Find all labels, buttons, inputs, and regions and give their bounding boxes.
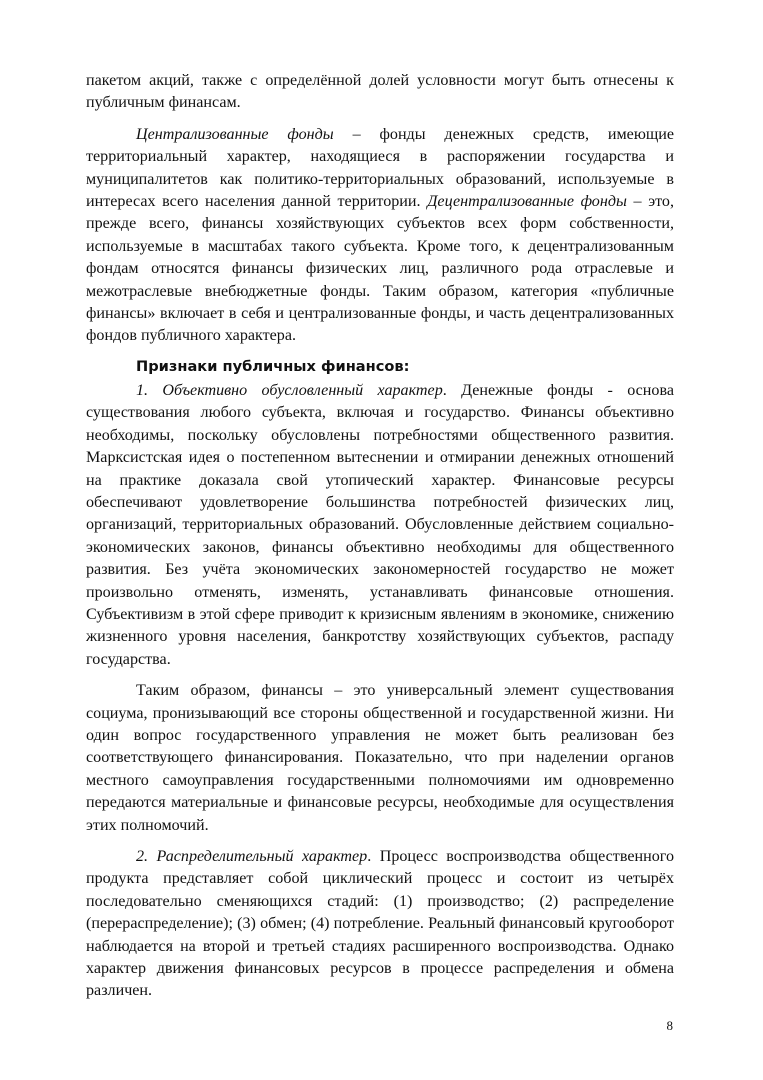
paragraph-distributive-character: [86, 846, 674, 1003]
paragraph-objective-character: [86, 380, 674, 671]
section-heading: Признаки публичных финансов:: [136, 357, 410, 375]
paragraph-universal-element: [86, 680, 674, 837]
decentralized-funds-definition: – это, прежде всего, финансы хозяйствующих субъектов всех форм собственности, используемые в масштабах такого субъекта. Кроме того, к децентрализованным фондам относятся финансы физических лиц, различного рода отраслевые и межотраслевые внебюджетные фонды. Таким образом, категория «публичные финансы» включает в себя и централизованные фонды, и часть децентрализованных фондов публичного характера.: [86, 193, 674, 345]
feature-2-text: . Процесс воспроизводства общественного продукта представляет собой циклический процесс и состоит из четырёх последовательно сменяющихся стадий: (1) производство; (2) распределение (перераспределение); (3) обмен; (4) потребление. Реальный финансовый кругооборот наблюдается на второй и третьей стадиях расширенного воспроизводства. Однако характер движения финансовых ресурсов в процессе распределения и обмена различен.: [86, 848, 675, 1000]
page-number: 8: [666, 1018, 673, 1033]
paragraph-universal-element-text: Таким образом, финансы – это универсальный элемент существования социума, пронизывающий все стороны общественной и государственной жизни. Ни один вопрос государственного управления не может быть реализован без соответствующего финансирования. Показательно, что при наделении органов местного самоуправления государственными полномочиями им одновременно передаются материальные и финансовые ресурсы, необходимые для осуществления этих полномочий.: [86, 682, 674, 834]
term-centralized-funds: Централизованные фонды: [136, 125, 334, 143]
paragraph-funds-definition: [86, 124, 674, 348]
paragraph-intro: [86, 70, 674, 115]
paragraph-intro-text: пакетом акций, также с определённой долей условности могут быть отнесены к публичным финансам.: [86, 72, 674, 112]
centralized-funds-definition: – фонды денежных средств, имеющие территориальный характер, находящиеся в распоряжении государства и муниципалитетов как политико-территориальных образований, используемые в интересах всего населения данной территории.: [86, 125, 674, 211]
feature-1-text: . Денежные фонды - основа существования любого субъекта, включая и государство. Финансы объективно необходимы, поскольку обусловлены потребностями общественного развития. Марксистская идея о постепенном вытеснении и отмирании денежных отношений на практике доказала свой утопический характер. Финансовые ресурсы обеспечивают удовлетворение большинства потребностей физических лиц, организаций, территориальных образований. Обусловленные действием социально-экономических законов, финансы объективно необходимы для общественного развития. Без учёта экономических закономерностей государство не может произвольно отменять, изменять, устанавливать финансовые отношения. Субъективизм в этой сфере приводит к кризисным явлениям в экономике, снижению жизненного уровня населения, банкротству хозяйствующих субъектов, распаду государства.: [86, 381, 675, 668]
term-decentralized-funds: Децентрализованные фонды: [427, 193, 627, 211]
feature-2-title: 2. Распределительный характер: [136, 848, 368, 865]
document-page: [86, 70, 674, 1003]
feature-1-title: 1. Объективно обусловленный характер: [136, 381, 443, 399]
